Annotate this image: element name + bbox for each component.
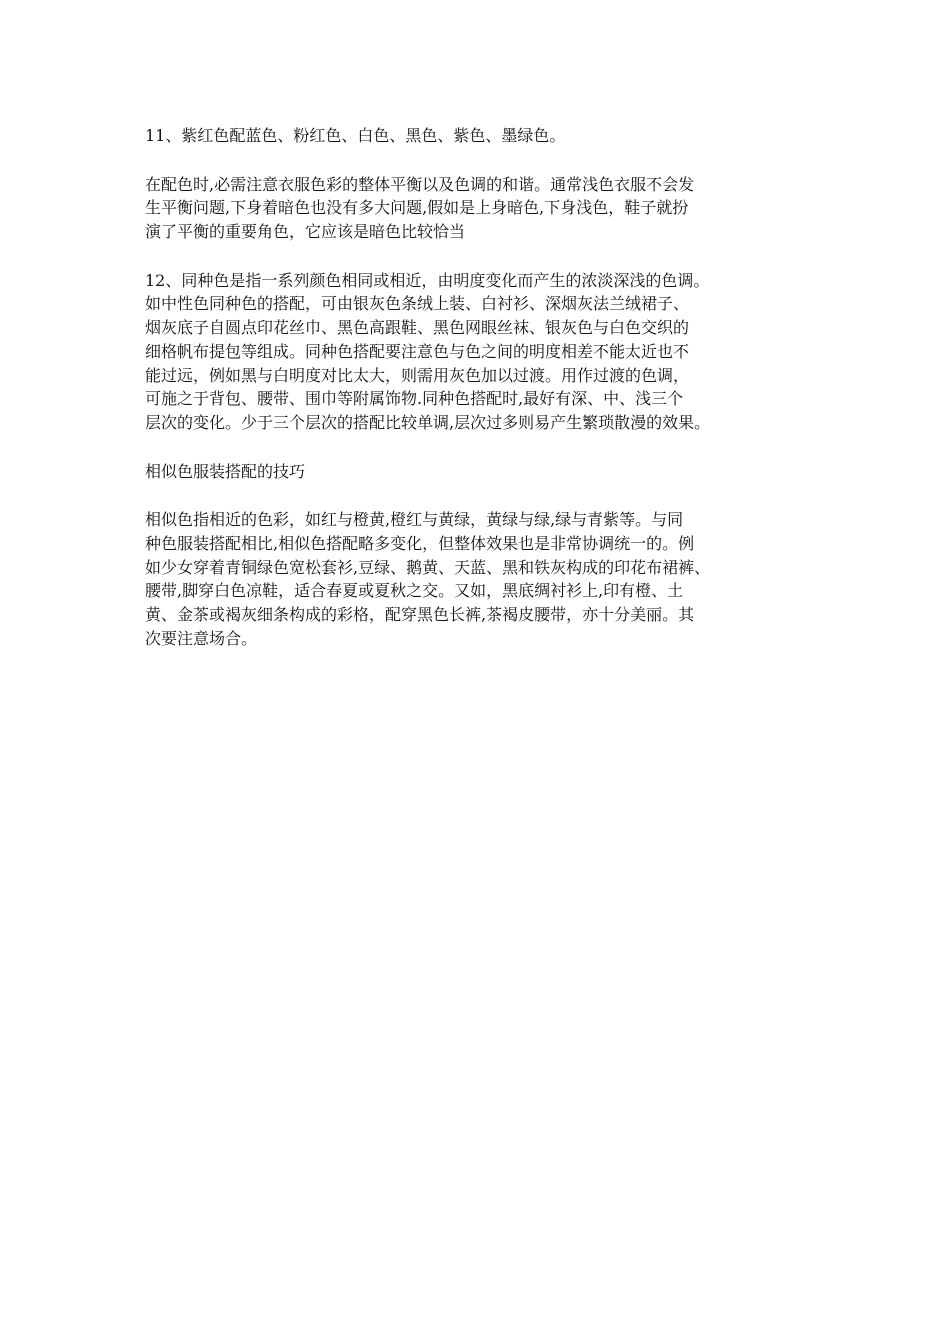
text-line: 如中性色同种色的搭配，可由银灰色条绒上装、白衬衫、深烟灰法兰绒裙子、 xyxy=(145,294,690,314)
text-line: 如少女穿着青铜绿色宽松套衫,豆绿、鹅黄、天蓝、黑和铁灰构成的印花布裙裤、 xyxy=(145,557,711,577)
text-line: 可施之于背包、腰带、围巾等附属饰物.同种色搭配时,最好有深、中、浅三个 xyxy=(145,389,684,409)
text-line: 种色服装搭配相比,相似色搭配略多变化，但整体效果也是非常协调统一的。例 xyxy=(145,533,695,553)
text-line: 腰带,脚穿白色凉鞋，适合春夏或夏秋之交。又如，黑底绸衬衫上,印有橙、土 xyxy=(145,581,684,601)
paragraph-item-11 xyxy=(145,124,825,148)
text-line: 相似色指相近的色彩，如红与橙黄,橙红与黄绿，黄绿与绿,绿与青紫等。与同 xyxy=(145,510,684,530)
paragraph-item-12 xyxy=(145,269,825,435)
paragraph-similar-colors xyxy=(145,508,825,650)
document-body xyxy=(145,124,825,675)
text-line: 12、同种色是指一系列颜色相同或相近，由明度变化而产生的浓淡深浅的色调。 xyxy=(145,270,710,290)
heading-text: 相似色服装搭配的技巧 xyxy=(145,461,306,481)
text-line: 次要注意场合。 xyxy=(145,628,258,648)
text-line: 演了平衡的重要角色，它应该是暗色比较恰当 xyxy=(145,222,466,242)
text-line: 层次的变化。少于三个层次的搭配比较单调,层次过多则易产生繁琐散漫的效果。 xyxy=(145,412,711,432)
text-line: 烟灰底子自圆点印花丝巾、黑色高跟鞋、黑色网眼丝袜、银灰色与白色交织的 xyxy=(145,318,690,338)
text-line: 能过远，例如黑与白明度对比太大，则需用灰色加以过渡。用作过渡的色调， xyxy=(145,365,690,385)
paragraph-color-balance xyxy=(145,173,825,244)
text-line: 黄、金茶或褐灰细条构成的彩格，配穿黑色长裤,茶褐皮腰带，亦十分美丽。其 xyxy=(145,605,695,624)
text-line: 生平衡问题,下身着暗色也没有多大问题,假如是上身暗色,下身浅色，鞋子就扮 xyxy=(145,198,689,218)
text-line: 细格帆布提包等组成。同种色搭配要注意色与色之间的明度相差不能太近也不 xyxy=(145,341,690,361)
text-line: 11、紫红色配蓝色、粉红色、白色、黑色、紫色、墨绿色。 xyxy=(145,126,566,145)
section-heading xyxy=(145,460,825,484)
text-line: 在配色时,必需注意衣服色彩的整体平衡以及色调的和谐。通常浅色衣服不会发 xyxy=(145,174,695,194)
